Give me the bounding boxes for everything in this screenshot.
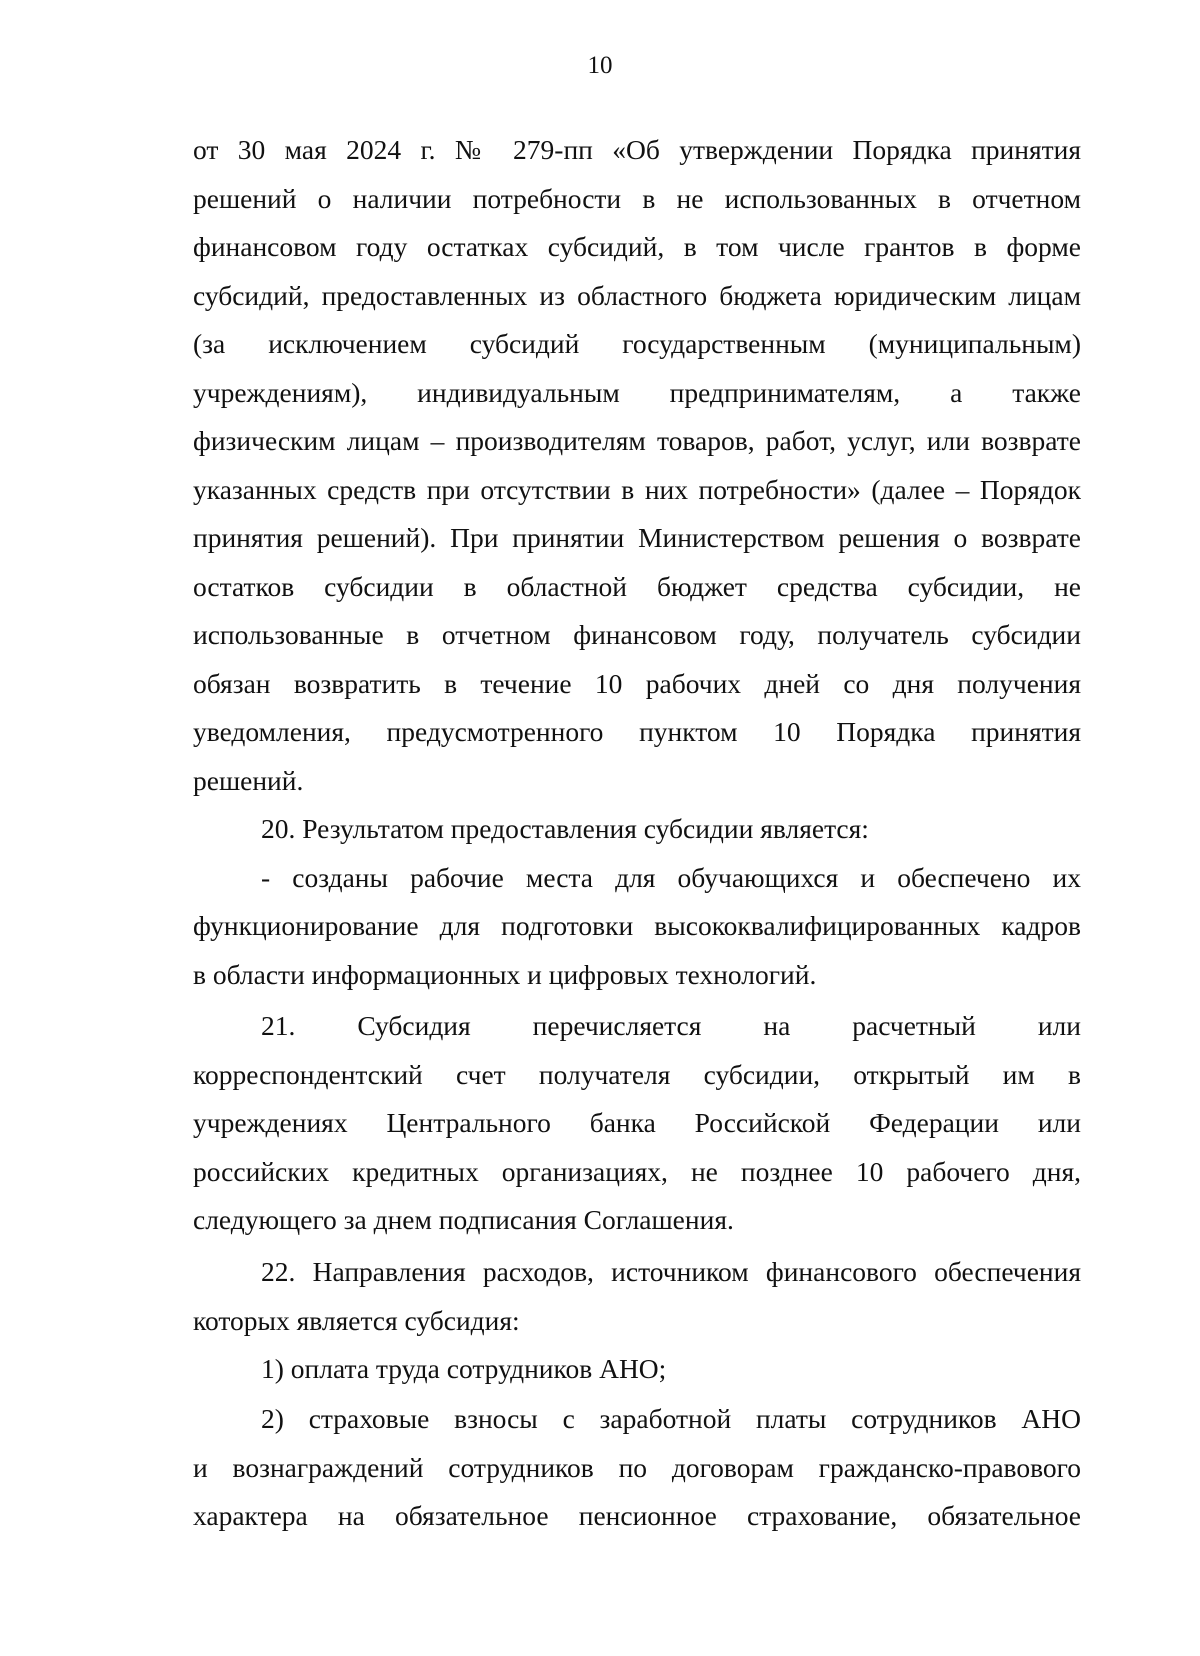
text-line: учреждениям), индивидуальным предпринимателям, а также [193, 376, 1081, 408]
text-line: 1) оплата труда сотрудников АНО; [261, 1353, 667, 1384]
text-line: корреспондентский счет получателя субсидии, открытый им в [193, 1058, 1081, 1090]
continuation-paragraph [193, 126, 1081, 805]
page-number: 10 [587, 52, 613, 79]
text-line: обязан возвратить в течение 10 рабочих дней со дня получения [193, 667, 1081, 699]
item-22 [193, 1248, 1081, 1345]
text-line: принятия решений). При принятии Министерством решения о возврате [193, 522, 1081, 553]
text-line: 21. Субсидия перечисляется на расчетный или [261, 1010, 1081, 1041]
item-20-heading: 20. Результатом предоставления субсидии является: [261, 813, 869, 844]
text-line: следующего за днем подписания Соглашения. [193, 1204, 734, 1235]
item-21 [193, 1002, 1081, 1245]
text-line: субсидий, предоставленных из областного бюджета юридическим лицам [193, 279, 1081, 311]
item-22-sub-2 [193, 1395, 1081, 1541]
text-line: уведомления, предусмотренного пунктом 10 Порядка принятия [193, 716, 1081, 747]
text-line: которых является субсидия: [193, 1304, 520, 1336]
item-22-sub-1 [193, 1345, 1081, 1394]
text-line: (за исключением субсидий государственным (муниципальным) [193, 328, 1081, 359]
text-line: 2) страховые взносы с заработной платы сотрудников АНО [261, 1403, 1081, 1434]
text-line: решений. [193, 764, 304, 796]
text-line: учреждениях Центрального банка Российской Федерации или [193, 1107, 1081, 1138]
text-line: физическим лицам – производителям товаров, работ, услуг, или возврате [193, 425, 1081, 456]
text-line: и вознаграждений сотрудников по договорам гражданско-правового [193, 1451, 1081, 1483]
text-line: использованные в отчетном финансовом году, получатель субсидии [193, 619, 1081, 650]
text-line: указанных средств при отсутствии в них потребности» (далее – Порядок [193, 473, 1081, 505]
text-line: характера на обязательное пенсионное страхование, обязательное [193, 1500, 1081, 1531]
text-line: российских кредитных организациях, не позднее 10 рабочего дня, [193, 1155, 1081, 1187]
item-20 [193, 805, 1081, 999]
text-line: финансовом году остатках субсидий, в том числе грантов в форме [193, 231, 1081, 262]
text-line: решений о наличии потребности в не использованных в отчетном [193, 182, 1081, 214]
text-line: функционирование для подготовки высококвалифицированных кадров [193, 910, 1081, 941]
text-line: 22. Направления расходов, источником финансового обеспечения [261, 1256, 1081, 1287]
text-line: остатков субсидии в областной бюджет средства субсидии, не [193, 570, 1081, 602]
text-line: в области информационных и цифровых технологий. [193, 958, 817, 990]
text-line: от 30 мая 2024 г. № 279-пп «Об утверждении Порядка принятия [193, 134, 1081, 165]
text-line: - созданы рабочие места для обучающихся и обеспечено их [261, 861, 1081, 893]
